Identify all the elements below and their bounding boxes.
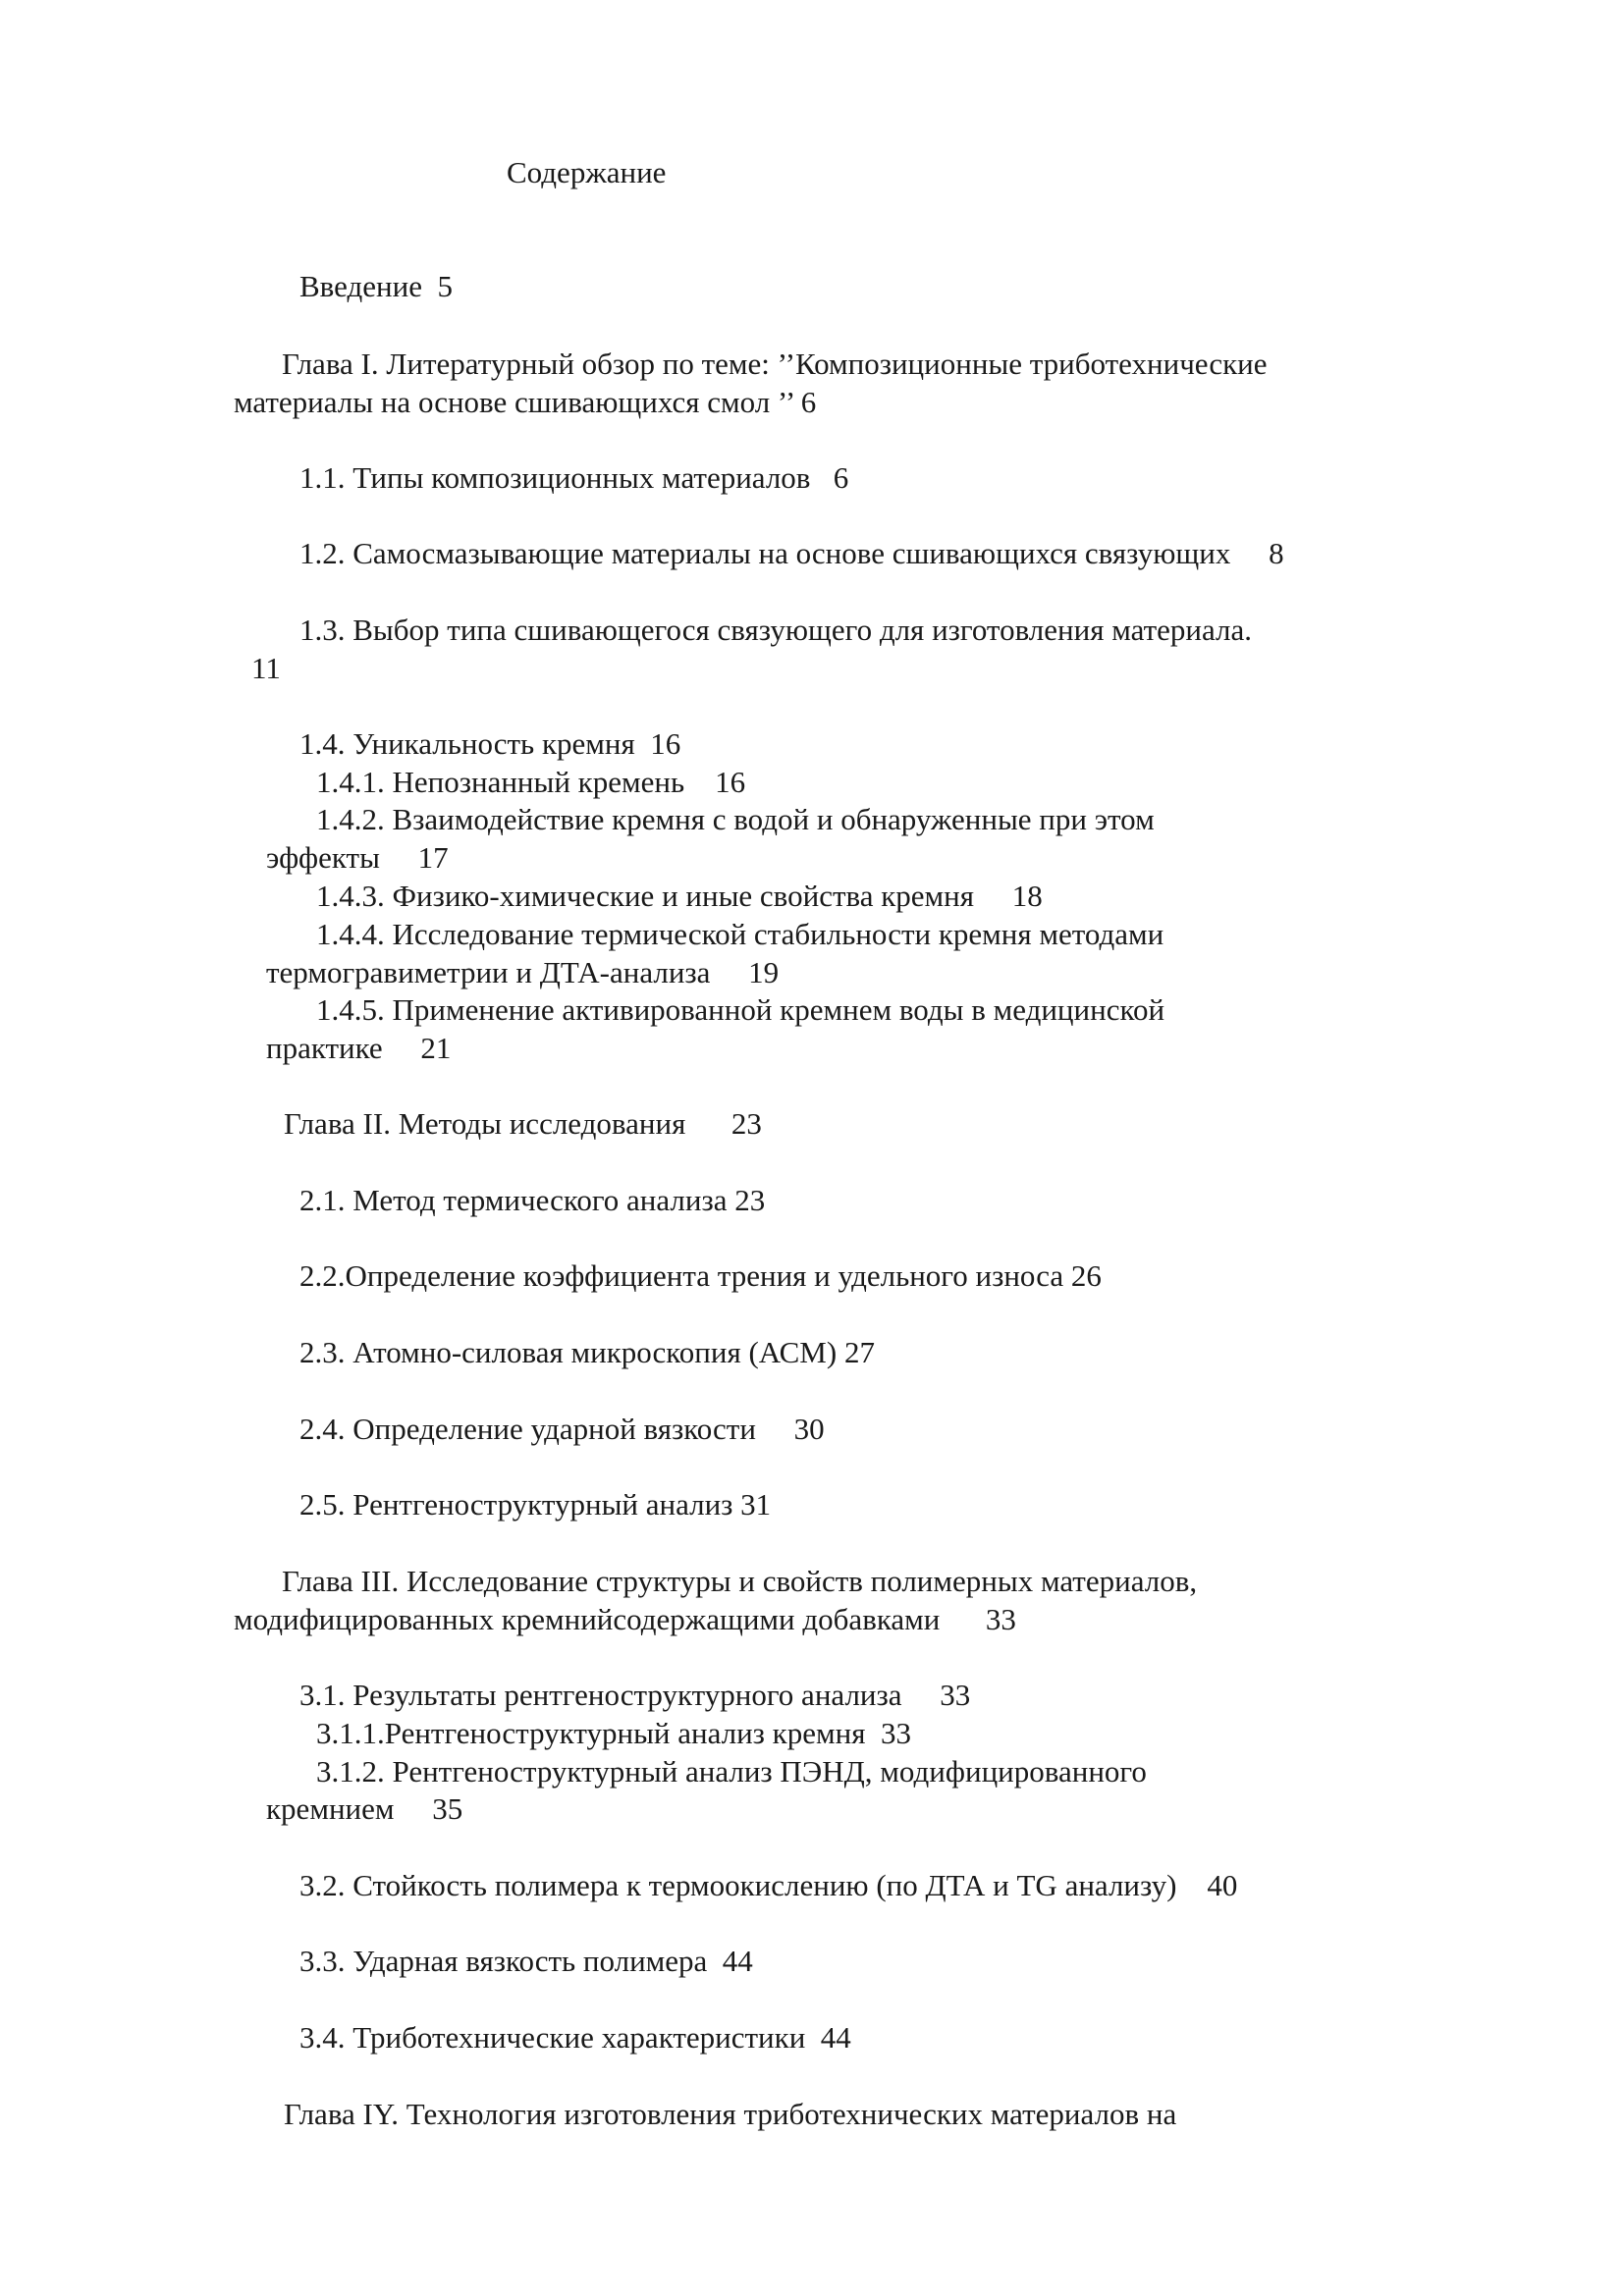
toc-entry-1-4-5: 1.4.5. Применение активированной кремнем воды в медицинской [316,992,1165,1027]
toc-entry-3-1-1: 3.1.1.Рентгеноструктурный анализ кремня 33 [316,1716,911,1750]
toc-entry-2-1: 2.1. Метод термического анализа 23 [299,1183,766,1217]
toc-entry-1-4: 1.4. Уникальность кремня 16 [299,726,681,761]
toc-entry-2-3: 2.3. Атомно-силовая микроскопия (АСМ) 27 [299,1335,875,1369]
toc-entry-3-2: 3.2. Стойкость полимера к термоокислению (по ДТА и TG анализу) 40 [299,1868,1238,1902]
toc-entry-2-4: 2.4. Определение ударной вязкости 30 [299,1412,825,1446]
toc-entry-3-1-2: 3.1.2. Рентгеноструктурный анализ ПЭНД, модифицированного [316,1754,1147,1789]
toc-entry-1-2: 1.2. Самосмазывающие материалы на основе сшивающихся связующих 8 [299,536,1284,570]
toc-entry-3-3: 3.3. Ударная вязкость полимера 44 [299,1944,753,1978]
toc-entry-chapter-3-cont: модифицированных кремнийсодержащими добавками 33 [234,1602,1016,1636]
toc-entry-1-1: 1.1. Типы композиционных материалов 6 [299,460,849,495]
toc-entry-chapter-1: Глава I. Литературный обзор по теме: ’’Композиционные триботехнические [282,347,1268,381]
toc-entry-chapter-3: Глава III. Исследование структуры и свойств полимерных материалов, [282,1564,1198,1598]
toc-entry-1-4-3: 1.4.3. Физико-химические и иные свойства кремня 18 [316,879,1043,913]
toc-entry-1-4-1: 1.4.1. Непознанный кремень 16 [316,765,746,799]
toc-entry-1-4-4-cont: термогравиметрии и ДТА-анализа 19 [266,955,780,989]
toc-entry-3-1-2-cont: кремнием 35 [266,1791,463,1826]
toc-entry-chapter-1-cont: материалы на основе сшивающихся смол ’’ 6 [234,385,817,419]
toc-entry-1-4-2: 1.4.2. Взаимодействие кремня с водой и обнаруженные при этом [316,802,1155,836]
toc-entry-1-4-2-cont: эффекты 17 [266,840,449,875]
toc-entry-2-5: 2.5. Рентгеноструктурный анализ 31 [299,1487,772,1522]
page-title: Содержание [507,155,667,189]
toc-entry-introduction: Введение 5 [299,269,453,303]
toc-entry-1-4-5-cont: практике 21 [266,1031,452,1065]
toc-entry-3-4: 3.4. Триботехнические характеристики 44 [299,2020,851,2055]
toc-entry-chapter-2: Глава II. Методы исследования 23 [284,1106,762,1141]
toc-entry-chapter-4: Глава IY. Технология изготовления триботехнических материалов на [284,2097,1177,2131]
toc-entry-1-4-4: 1.4.4. Исследование термической стабильности кремня методами [316,917,1164,951]
toc-entry-1-3: 1.3. Выбор типа сшивающегося связующего для изготовления материала. [299,613,1252,647]
toc-entry-2-2: 2.2.Определение коэффициента трения и удельного износа 26 [299,1258,1102,1293]
toc-entry-1-3-page: 11 [251,651,281,685]
toc-entry-3-1: 3.1. Результаты рентгеноструктурного анализа 33 [299,1678,971,1712]
